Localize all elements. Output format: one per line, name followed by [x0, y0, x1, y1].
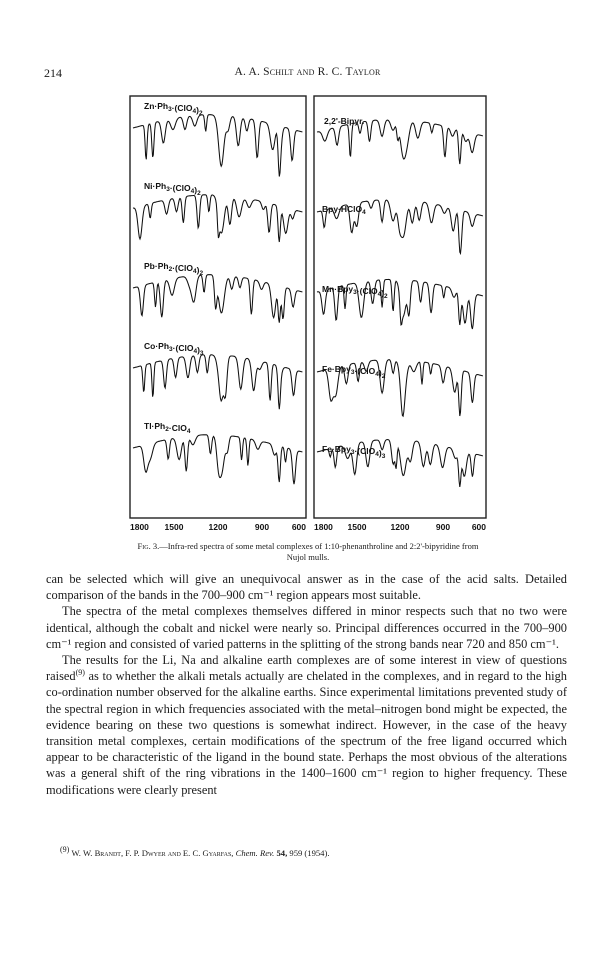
ir-spectra-figure	[128, 94, 490, 534]
footnote-pages: 959 (1954).	[289, 848, 330, 858]
spectrum-label-right-2: Bpy·HClO$_4$	[322, 204, 366, 216]
paragraph-2: The spectra of the metal complexes themselves differed in minor respects such that no two were identical, although the cobalt and nickel were nearly so. Principal differences occurred in the 700–900 cm⁻¹ region and consisted of varied patterns in the splitting of the strong bands near 720 and 850 cm⁻¹.	[46, 604, 567, 651]
spectrum-label-left-3: $Pb\cdot Ph_2\cdot(ClO_4)_2$	[144, 261, 204, 277]
x-tick-label: 1800	[314, 522, 333, 532]
paragraph-3	[46, 652, 567, 798]
x-tick-label: 900	[435, 522, 451, 532]
body-text	[46, 571, 567, 798]
x-tick-label: 1500	[347, 522, 367, 532]
spectrum-label-left-1: $Zn\cdot Ph_3\cdot(ClO_4)_2$	[144, 101, 203, 117]
spectrum-label-right-3: $Mn\cdot Bpy_3\cdot(ClO_4)_2$	[322, 284, 388, 300]
footnote-marker: (9)	[60, 845, 70, 855]
footnote-journal: Chem. Rev.	[235, 848, 275, 858]
figure-caption	[128, 541, 488, 563]
spectrum-left-1	[133, 115, 302, 177]
x-tick-label: 1500	[164, 522, 184, 532]
paragraph-1: can be selected which will give an unequivocal answer as in the case of the acid salts. Detailed comparison of the bands in the 700–900 cm⁻¹ region appears most suitable.	[46, 572, 567, 603]
paragraph-3-rest: as to whether the alkali metals actually are chelated in the complexes, and in regard to the high co-ordination number observed for the alkaline earths. Since experimental limitations prevented study of the spectral region in which frequencies associated with the metal–nitrogen bond might be expected, the evidence bearing on these two questions is somewhat indirect. However, in the case of the heavy transition metal complexes, certain modifications of the spectrum of the free ligand occurred which appear to be characteristic of the ligand in the bound state. Perhaps the most obvious of the alterations was a general shift of the ring vibrations in the 1400–1600 cm⁻¹ region to higher frequency. These modifications were clearly present	[46, 669, 567, 797]
spectrum-left-3	[133, 275, 302, 323]
spectrum-left-5	[133, 435, 302, 484]
x-tick-label: 600	[291, 522, 306, 532]
spectrum-left-4	[133, 355, 302, 409]
footnote-authors: W. W. Brandt, F. P. Dwyer and E. C. Gyarfas,	[71, 848, 234, 858]
spectrum-label-left-2: $Ni\cdot Ph_3\cdot(ClO_4)_2$	[144, 181, 201, 197]
right-labels-group	[322, 116, 388, 460]
spectrum-label-right-1: 2,2'-Bipyr.	[324, 116, 365, 126]
spectrum-label-left-4: $Co\cdot Ph_3\cdot(ClO_4)_3$	[144, 341, 204, 357]
left-panel-frame	[130, 96, 306, 518]
spectrum-label-right-4: $Fe\cdot Bpy_3\cdot(ClO_4)_2$	[322, 364, 386, 380]
x-tick-label: 900	[254, 522, 270, 532]
paragraph-3-start: The results for the Li, Na and alkaline earth complexes are of some interest in view of questions raised	[46, 653, 567, 684]
caption-text: —Infra-red spectra of some metal complexes of 1:10-phenanthroline and 2:2'-bipyridine from Nujol mulls.	[159, 541, 479, 562]
footnote	[60, 845, 330, 858]
x-tick-label: 1800	[130, 522, 149, 532]
right-spectra-group	[317, 120, 483, 487]
footnote-volume: 54,	[276, 848, 288, 858]
spectrum-label-right-5: $Fe\cdot Bpy_3\cdot(ClO_4)_3$	[322, 444, 386, 460]
caption-label: Fig. 3.	[137, 541, 160, 551]
running-head: A. A. Schilt and R. C. Taylor	[234, 66, 381, 78]
citation-marker: (9)	[75, 668, 85, 678]
x-tick-label: 1200	[390, 522, 410, 532]
spectrum-right-1	[317, 120, 483, 164]
page-number: 214	[44, 66, 62, 80]
x-tick-label: 600	[471, 522, 486, 532]
spectrum-left-2	[133, 195, 302, 242]
x-tick-label: 1200	[208, 522, 228, 532]
x-tick-labels-group	[130, 522, 486, 532]
left-labels-group	[144, 101, 204, 435]
spectrum-label-left-5: $Tl\cdot Ph_2\cdot ClO_4$	[144, 421, 191, 435]
